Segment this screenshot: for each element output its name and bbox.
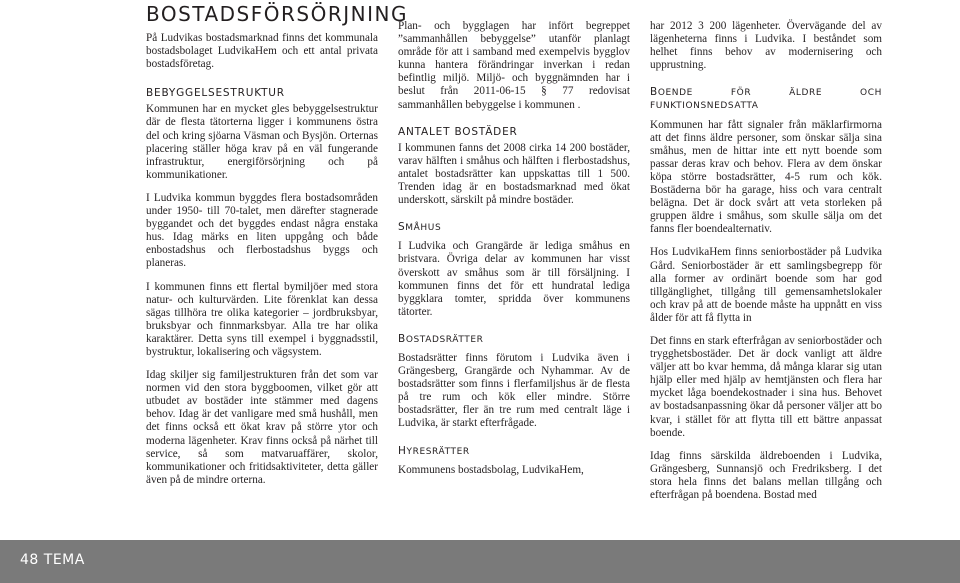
body-paragraph: Idag finns särskilda äldreboenden i Ludvika, Grängesberg, Sunnansjö och Fredriksberg. I det stora hela finns det balans mellan tillgång och efterfrågan på boendena. Bostad med	[650, 449, 882, 501]
body-paragraph: I kommunen fanns det 2008 cirka 14 200 bostäder, varav hälften i småhus och hälften i flerbostadshus, antalet bostadsrätter kan uppskattas till 1 500. Trenden idag är en bostadsmarknad med ökat underskott, särskilt på mindre bostäder.	[398, 141, 630, 207]
body-paragraph-continuation: har 2012 3 200 lägenheter. Övervägande del av lägenheterna finns i Ludvika. I beståndet som helhet finns behov av modernisering och upprustning.	[650, 20, 882, 72]
column-2	[398, 20, 630, 487]
body-paragraph: Det finns en stark efterfrågan av seniorbostäder och trygghetsbostäder. Det är dock vanligt att äldre väljer att bo kvar hemma, då många klarar sig utan hjälp eller med hjälp av hemtjänsten och flera har mycket låga boendekostnader i sina hus. Behovet av bostadsanpassning ökar då personer väljer att bo kvar, i stället för att flytta till ett bättre anpassat boende.	[650, 334, 882, 439]
subheading-smahus: SMÅHUS	[398, 221, 442, 234]
body-paragraph: Hos LudvikaHem finns seniorbostäder på Ludvika Gård. Seniorbostäder är ett samlingsbegrepp för alla former av ordinärt boende som har god tillgänglighet, tillgång till gemensamhetslokaler och krav på att de boende måste ha uppnått en viss ålder för att få flytta in	[650, 246, 882, 324]
section-heading-antalet-bostader: ANTALET BOSTÄDER	[398, 125, 518, 138]
body-paragraph: Bostadsrätter finns förutom i Ludvika även i Grängesberg, Grangärde och Nyhammar. Av de bostadsrätter som finns i flerfamiljshus är de flesta på tre rum och kök eller mindre. Större bostadsrätter, fler än tre rum med centralt läge i Ludvika, är starkt efterfrågade.	[398, 351, 630, 430]
body-paragraph: Idag skiljer sig familjestrukturen från det som var normen vid den stora byggboomen, vilket gör att utbudet av bostäder inte stämmer med dagens behov. Idag är det vanligare med små hushåll, men det finns också ett ökat krav på större ytor och moderna lägenheter. Krav finns också på närhet till service, så som matvaruaffärer, skolor, kommunikationer och fritidsaktiviteter, detta gäller även på de mindre orterna.	[146, 369, 378, 486]
body-paragraph: Kommunen har en mycket gles bebyggelsestruktur där de flesta tätorterna ligger i kommunens östra del och kring sjöarna Väsman och Bysjön. Orternas placering ställer höga krav på en väl fungerande infrastruktur, energiförsörjning och på kommunikationer.	[146, 103, 378, 181]
section-heading-bebyggelsestruktur: BEBYGGELSESTRUKTUR	[146, 87, 285, 100]
body-paragraph: I Ludvika och Grangärde är lediga småhus en bristvara. Övriga delar av kommunen har visst överskott av småhus som är till försäljning. I kommunen finns det för ett hundratal lediga byggklara tomter, spridda över kommunens tätorter.	[398, 240, 630, 318]
body-paragraph: I Ludvika kommun byggdes flera bostadsområden under 1950- till 70-talet, men därefter stagnerade byggandet och det byggdes endast några enstaka hus. Idag märks en liten uppgång och både enbostadshus och flerbostadshus byggs och planeras.	[146, 191, 378, 270]
body-paragraph: Kommunen har fått signaler från mäklarfirmorna att det finns äldre personer, som önskar sälja sina småhus, men de hittar inte ett nytt boende som passar deras krav och behov. Flera av dem önskar köpa större bostadsrätter, 4-5 rum och kök. Bostäderna bör ha garage, hiss och vara centralt belägna. Det är dock svårt att veta storleken på gruppen äldre i småhus, som skulle sälja om det fanns fler boendealternativ.	[650, 118, 882, 236]
column-3	[650, 20, 882, 512]
page-title: BOSTADSFÖRSÖRJNING	[146, 2, 408, 26]
subheading-boende-for-aldre: BOENDE FÖR ÄLDRE OCH FUNKTIONSNEDSATTA	[650, 86, 882, 112]
page-number-label: 48 TEMA	[20, 552, 85, 568]
column-1	[146, 32, 378, 497]
body-paragraph: Plan- och bygglagen har infört begreppet ”sammanhållen bebyggelse” utanför planlagt område för att i samband med exempelvis bygglov kunna hantera förändringar inverkan i redan befintlig miljö. Miljö- och byggnämnden har i beslut från 2011-06-15 § 77 redovisat sammanhållen bebyggelse i kommunen .	[398, 20, 630, 111]
subheading-hyresratter: HYRESRÄTTER	[398, 444, 470, 457]
body-paragraph: I kommunen finns ett flertal bymiljöer med stora natur- och kulturvärden. Lite förenklat kan dessa sägas tillhöra tre olika kategorier – jordbruksbyar, bruksbyar och finnmarksbyar. Alla tre har olika karaktärer. Detta syns till exempel i byggnadsstil, bystruktur, lokalisering och vägsystem.	[146, 280, 378, 358]
subheading-bostadsratter: BOSTADSRÄTTER	[398, 332, 484, 345]
footer-bar	[0, 540, 960, 583]
body-paragraph-continued: Kommunens bostadsbolag, LudvikaHem,	[398, 463, 584, 476]
intro-paragraph: På Ludvikas bostadsmarknad finns det kommunala bostadsbolaget LudvikaHem och ett antal privata bostadsföretag.	[146, 32, 378, 71]
